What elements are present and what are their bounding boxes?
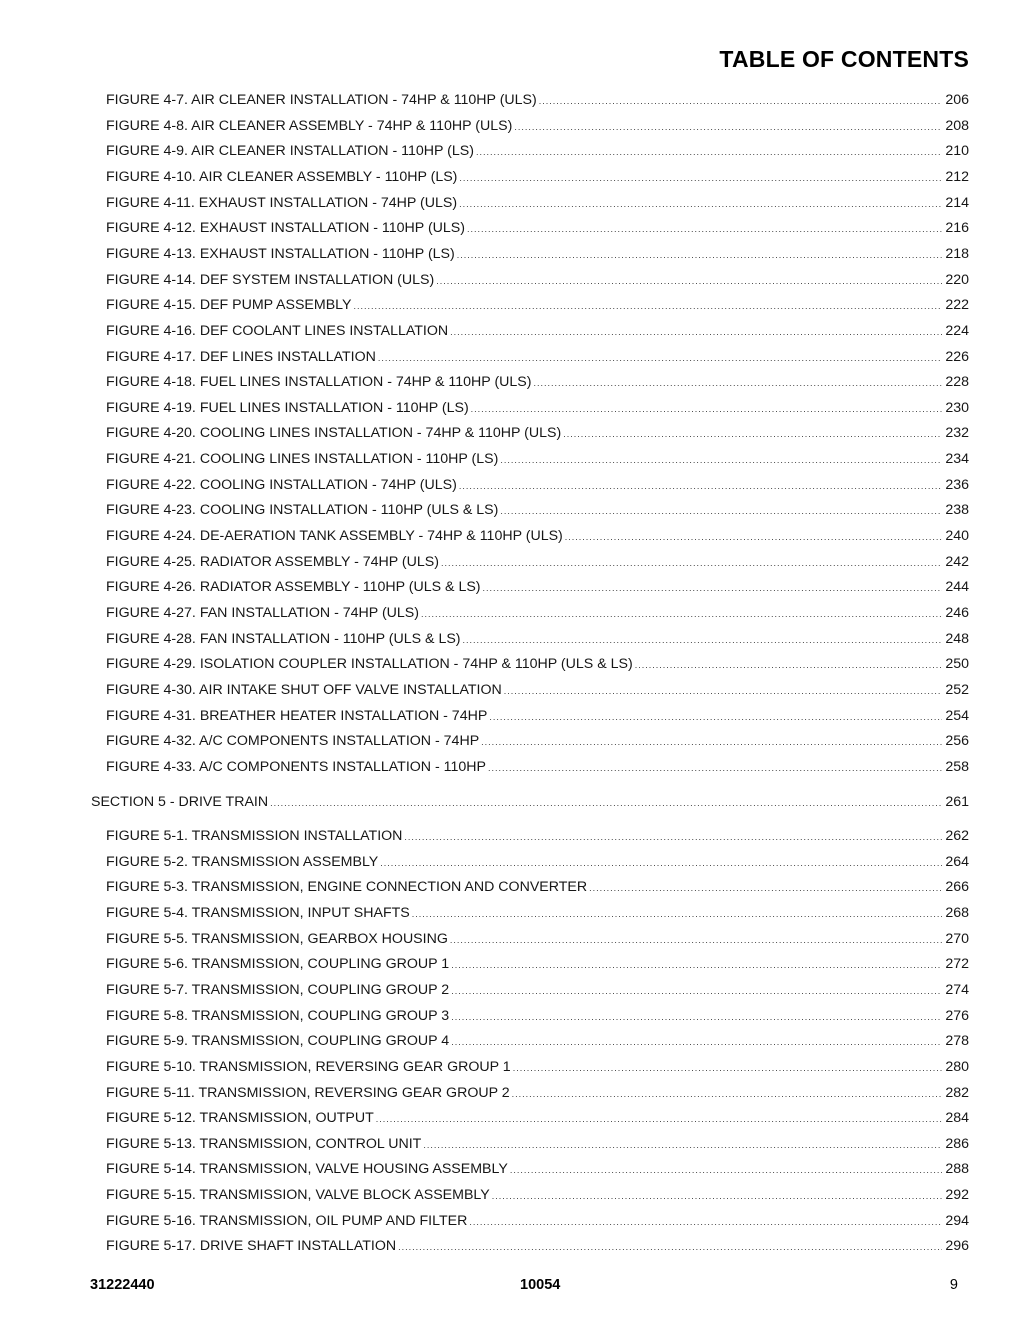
- toc-figure-entry[interactable]: [106, 296, 969, 314]
- toc-entry-label: FIGURE 5-3. TRANSMISSION, ENGINE CONNECTION AND CONVERTER: [106, 879, 588, 896]
- toc-entry-label: FIGURE 4-10. AIR CLEANER ASSEMBLY - 110HP (LS): [106, 168, 458, 185]
- toc-entry-label: FIGURE 5-14. TRANSMISSION, VALVE HOUSING ASSEMBLY: [106, 1161, 508, 1178]
- toc-dot-leader: [489, 708, 942, 726]
- toc-entry-page-number: 206: [945, 92, 969, 108]
- toc-figure-entry[interactable]: [106, 91, 969, 109]
- toc-dot-leader: [488, 759, 942, 777]
- footer-page-number: 9: [949, 1277, 958, 1293]
- toc-dot-leader: [500, 502, 942, 520]
- toc-figure-entry[interactable]: [106, 168, 969, 186]
- toc-dot-leader: [378, 349, 942, 367]
- toc-figure-entry[interactable]: [106, 1032, 969, 1050]
- toc-entry-page-number: 216: [945, 220, 969, 237]
- toc-dot-leader: [423, 1136, 942, 1154]
- toc-entry-page-number: 278: [945, 1033, 969, 1050]
- toc-dot-leader: [539, 92, 943, 110]
- toc-entry-label: FIGURE 5-4. TRANSMISSION, INPUT SHAFTS: [106, 904, 410, 921]
- toc-figure-entry[interactable]: [106, 501, 969, 519]
- toc-entry-label: SECTION 5 - DRIVE TRAIN: [91, 794, 269, 810]
- toc-entry-label: FIGURE 5-12. TRANSMISSION, OUTPUT: [106, 1110, 374, 1127]
- toc-figure-entry[interactable]: [106, 904, 969, 922]
- toc-figure-entry[interactable]: [106, 348, 969, 366]
- toc-figure-entry[interactable]: [106, 1058, 969, 1076]
- toc-entry-page-number: 210: [945, 143, 969, 160]
- toc-dot-leader: [483, 579, 943, 597]
- toc-figure-entry[interactable]: [106, 878, 969, 896]
- toc-entry-label: FIGURE 4-25. RADIATOR ASSEMBLY - 74HP (ULS): [106, 553, 439, 570]
- toc-dot-leader: [510, 1161, 943, 1179]
- toc-entry-label: FIGURE 4-13. EXHAUST INSTALLATION - 110HP (LS): [106, 245, 455, 262]
- toc-figure-entry[interactable]: [106, 1186, 969, 1204]
- toc-figure-entry[interactable]: [106, 1007, 969, 1025]
- toc-entry-label: FIGURE 4-33. A/C COMPONENTS INSTALLATION - 110HP: [106, 758, 486, 775]
- toc-dot-leader: [270, 794, 942, 812]
- toc-entry-page-number: 244: [945, 579, 969, 596]
- toc-dot-leader: [492, 1187, 943, 1205]
- toc-figure-entry[interactable]: [106, 758, 969, 776]
- toc-figure-entry[interactable]: [106, 853, 969, 871]
- toc-entry-label: FIGURE 5-5. TRANSMISSION, GEARBOX HOUSING: [106, 930, 448, 947]
- toc-entry-label: FIGURE 5-11. TRANSMISSION, REVERSING GEAR GROUP 2: [106, 1084, 510, 1101]
- toc-figure-entry[interactable]: [106, 1237, 969, 1255]
- toc-entry-page-number: 288: [945, 1161, 969, 1178]
- toc-figure-entry[interactable]: [106, 578, 969, 596]
- toc-entry-page-number: 232: [945, 425, 969, 442]
- toc-entry-label: FIGURE 4-23. COOLING INSTALLATION - 110HP (ULS & LS): [106, 502, 499, 519]
- toc-entry-page-number: 284: [945, 1110, 969, 1127]
- toc-entry-page-number: 270: [945, 930, 969, 947]
- toc-entry-label: FIGURE 4-24. DE-AERATION TANK ASSEMBLY - 74HP & 110HP (ULS): [106, 528, 563, 545]
- toc-entry-label: FIGURE 5-16. TRANSMISSION, OIL PUMP AND FILTER: [106, 1212, 468, 1229]
- toc-entry-page-number: 240: [945, 528, 969, 545]
- toc-entry-label: FIGURE 4-12. EXHAUST INSTALLATION - 110HP (ULS): [106, 220, 465, 237]
- toc-dot-leader: [451, 982, 942, 1000]
- toc-entry-page-number: 256: [945, 733, 969, 750]
- toc-dot-leader: [565, 528, 943, 546]
- toc-dot-leader: [534, 374, 943, 392]
- toc-entry-label: FIGURE 5-8. TRANSMISSION, COUPLING GROUP 3: [106, 1007, 450, 1024]
- toc-figure-entry[interactable]: [106, 450, 969, 468]
- toc-figure-entry[interactable]: [106, 655, 969, 673]
- toc-entry-page-number: 258: [945, 758, 969, 775]
- toc-entry-page-number: 220: [945, 271, 969, 288]
- toc-entry-page-number: 252: [945, 681, 969, 698]
- toc-figure-entry[interactable]: [106, 194, 969, 212]
- toc-entry-page-number: 242: [945, 553, 969, 570]
- toc-entry-label: FIGURE 4-9. AIR CLEANER INSTALLATION - 110HP (LS): [106, 143, 474, 160]
- toc-entry-label: FIGURE 4-26. RADIATOR ASSEMBLY - 110HP (ULS & LS): [106, 579, 481, 596]
- toc-dot-leader: [450, 931, 942, 949]
- toc-section-entry[interactable]: [91, 793, 969, 811]
- toc-entry-page-number: 280: [945, 1058, 969, 1075]
- toc-figure-entry[interactable]: [106, 1135, 969, 1153]
- toc-entry-page-number: 208: [945, 117, 969, 134]
- toc-entry-label: FIGURE 4-27. FAN INSTALLATION - 74HP (ULS): [106, 605, 419, 621]
- toc-dot-leader: [512, 1085, 943, 1103]
- toc-figure-entry[interactable]: [106, 527, 969, 545]
- toc-entry-label: FIGURE 4-32. A/C COMPONENTS INSTALLATION - 74HP: [106, 733, 480, 750]
- toc-entry-label: FIGURE 5-1. TRANSMISSION INSTALLATION: [106, 828, 403, 844]
- toc-dot-leader: [457, 246, 943, 264]
- toc-entry-label: FIGURE 4-17. DEF LINES INSTALLATION: [106, 348, 376, 365]
- toc-figure-entry[interactable]: [106, 553, 969, 571]
- toc-entry-page-number: 226: [945, 348, 969, 365]
- toc-dot-leader: [463, 631, 943, 649]
- toc-entry-label: FIGURE 4-30. AIR INTAKE SHUT OFF VALVE INSTALLATION: [106, 681, 502, 698]
- toc-entry-label: FIGURE 4-29. ISOLATION COUPLER INSTALLATION - 74HP & 110HP (ULS & LS): [106, 656, 633, 673]
- toc-entry-page-number: 294: [945, 1212, 969, 1229]
- toc-dot-leader: [471, 400, 943, 418]
- toc-figure-entry[interactable]: [106, 930, 969, 948]
- toc-entry-page-number: 222: [945, 297, 969, 314]
- toc-figure-entry[interactable]: [106, 630, 969, 648]
- toc-dot-leader: [451, 1008, 942, 1026]
- toc-entry-page-number: 266: [945, 879, 969, 896]
- toc-entry-page-number: 218: [945, 245, 969, 262]
- toc-dot-leader: [589, 879, 942, 897]
- toc-entry-page-number: 296: [945, 1238, 969, 1255]
- toc-figure-entry[interactable]: [106, 1084, 969, 1102]
- toc-entry-page-number: 238: [945, 502, 969, 519]
- toc-entry-label: FIGURE 4-11. EXHAUST INSTALLATION - 74HP (ULS): [106, 194, 458, 211]
- toc-entry-label: FIGURE 5-2. TRANSMISSION ASSEMBLY: [106, 853, 379, 870]
- toc-entry-label: FIGURE 4-7. AIR CLEANER INSTALLATION - 74HP & 110HP (ULS): [106, 92, 537, 108]
- toc-entry-label: FIGURE 5-17. DRIVE SHAFT INSTALLATION: [106, 1238, 397, 1255]
- toc-dot-leader: [353, 297, 942, 315]
- toc-dot-leader: [459, 195, 942, 213]
- toc-figure-entry[interactable]: [106, 1212, 969, 1230]
- toc-dot-leader: [450, 323, 942, 341]
- toc-dot-leader: [436, 272, 942, 290]
- toc-entry-page-number: 261: [945, 794, 969, 810]
- toc-dot-leader: [441, 554, 942, 572]
- toc-entry-page-number: 230: [945, 399, 969, 416]
- toc-figure-entry[interactable]: [106, 604, 969, 622]
- toc-figure-entry[interactable]: [106, 1160, 969, 1178]
- toc-entry-page-number: 248: [945, 630, 969, 647]
- toc-entry-label: FIGURE 4-31. BREATHER HEATER INSTALLATION - 74HP: [106, 707, 488, 724]
- footer-serial-code: 10054: [520, 1277, 561, 1293]
- toc-dot-leader: [500, 451, 942, 469]
- toc-entry-page-number: 268: [945, 904, 969, 921]
- toc-dot-leader: [412, 905, 943, 923]
- toc-entry-label: FIGURE 5-6. TRANSMISSION, COUPLING GROUP 1: [106, 956, 450, 973]
- toc-entry-page-number: 272: [945, 956, 969, 973]
- toc-entry-page-number: 286: [945, 1135, 969, 1152]
- toc-entry-page-number: 262: [945, 828, 969, 844]
- toc-dot-leader: [563, 425, 942, 443]
- toc-entry-label: FIGURE 4-18. FUEL LINES INSTALLATION - 74HP & 110HP (ULS): [106, 374, 532, 391]
- toc-dot-leader: [451, 956, 942, 974]
- toc-entry-label: FIGURE 5-7. TRANSMISSION, COUPLING GROUP 2: [106, 981, 450, 998]
- toc-dot-leader: [469, 1213, 942, 1231]
- toc-entry-label: FIGURE 5-13. TRANSMISSION, CONTROL UNIT: [106, 1135, 422, 1152]
- toc-entry-label: FIGURE 4-14. DEF SYSTEM INSTALLATION (ULS): [106, 271, 435, 288]
- toc-entry-page-number: 224: [945, 322, 969, 339]
- toc-figure-entry[interactable]: [106, 732, 969, 750]
- toc-dot-leader: [459, 169, 942, 187]
- toc-entry-label: FIGURE 5-10. TRANSMISSION, REVERSING GEAR GROUP 1: [106, 1058, 511, 1075]
- toc-figure-entry[interactable]: [106, 681, 969, 699]
- toc-entry-page-number: 274: [945, 981, 969, 998]
- toc-dot-leader: [504, 682, 943, 700]
- toc-figure-entry[interactable]: [106, 219, 969, 237]
- toc-figure-entry[interactable]: [106, 827, 969, 845]
- toc-entry-page-number: 228: [945, 374, 969, 391]
- toc-figure-entry[interactable]: [106, 245, 969, 263]
- toc-figure-entry[interactable]: [106, 117, 969, 135]
- toc-dot-leader: [376, 1110, 943, 1128]
- toc-dot-leader: [476, 143, 942, 161]
- toc-entry-label: FIGURE 4-8. AIR CLEANER ASSEMBLY - 74HP & 110HP (ULS): [106, 117, 513, 134]
- toc-figure-entry[interactable]: [106, 271, 969, 289]
- toc-entry-page-number: 254: [945, 707, 969, 724]
- toc-dot-leader: [467, 220, 942, 238]
- toc-entry-page-number: 292: [945, 1187, 969, 1204]
- toc-entry-label: FIGURE 4-15. DEF PUMP ASSEMBLY: [106, 297, 352, 314]
- toc-entry-label: FIGURE 4-20. COOLING LINES INSTALLATION - 74HP & 110HP (ULS): [106, 425, 562, 442]
- toc-dot-leader: [514, 118, 942, 136]
- toc-dot-leader: [451, 1033, 942, 1051]
- toc-entry-label: FIGURE 5-9. TRANSMISSION, COUPLING GROUP 4: [106, 1033, 450, 1050]
- toc-entry-page-number: 250: [945, 656, 969, 673]
- toc-figure-entry[interactable]: [106, 955, 969, 973]
- toc-entry-label: FIGURE 4-19. FUEL LINES INSTALLATION - 110HP (LS): [106, 399, 469, 416]
- toc-entry-label: FIGURE 4-21. COOLING LINES INSTALLATION - 110HP (LS): [106, 451, 499, 468]
- toc-figure-entry[interactable]: [106, 424, 969, 442]
- toc-entry-label: FIGURE 5-15. TRANSMISSION, VALVE BLOCK ASSEMBLY: [106, 1187, 490, 1204]
- toc-figure-entry[interactable]: [106, 1109, 969, 1127]
- toc-entry-label: FIGURE 4-16. DEF COOLANT LINES INSTALLATION: [106, 322, 449, 339]
- toc-figure-entry[interactable]: [106, 476, 969, 494]
- toc-figure-entry[interactable]: [106, 399, 969, 417]
- toc-dot-leader: [398, 1238, 942, 1256]
- toc-figure-entry[interactable]: [106, 707, 969, 725]
- toc-figure-entry[interactable]: [106, 322, 969, 340]
- toc-entry-page-number: 234: [945, 451, 969, 468]
- toc-entry-page-number: 246: [945, 605, 969, 621]
- toc-figure-entry[interactable]: [106, 981, 969, 999]
- toc-dot-leader: [635, 656, 943, 674]
- toc-figure-entry[interactable]: [106, 142, 969, 160]
- toc-dot-leader: [380, 854, 942, 872]
- toc-entry-label: FIGURE 4-22. COOLING INSTALLATION - 74HP (ULS): [106, 476, 457, 493]
- toc-dot-leader: [421, 605, 942, 623]
- toc-entry-page-number: 276: [945, 1007, 969, 1024]
- toc-entry-page-number: 212: [945, 168, 969, 185]
- toc-entry-page-number: 214: [945, 194, 969, 211]
- toc-dot-leader: [459, 477, 943, 495]
- toc-dot-leader: [513, 1059, 943, 1077]
- toc-figure-entry[interactable]: [106, 373, 969, 391]
- toc-entry-label: FIGURE 4-28. FAN INSTALLATION - 110HP (ULS & LS): [106, 630, 461, 647]
- footer-manual-number: 31222440: [90, 1277, 155, 1293]
- page-title: TABLE OF CONTENTS: [719, 46, 969, 72]
- toc-dot-leader: [404, 828, 942, 846]
- toc-entry-page-number: 282: [945, 1084, 969, 1101]
- toc-entry-page-number: 264: [945, 853, 969, 870]
- toc-dot-leader: [481, 733, 942, 751]
- toc-entry-page-number: 236: [945, 476, 969, 493]
